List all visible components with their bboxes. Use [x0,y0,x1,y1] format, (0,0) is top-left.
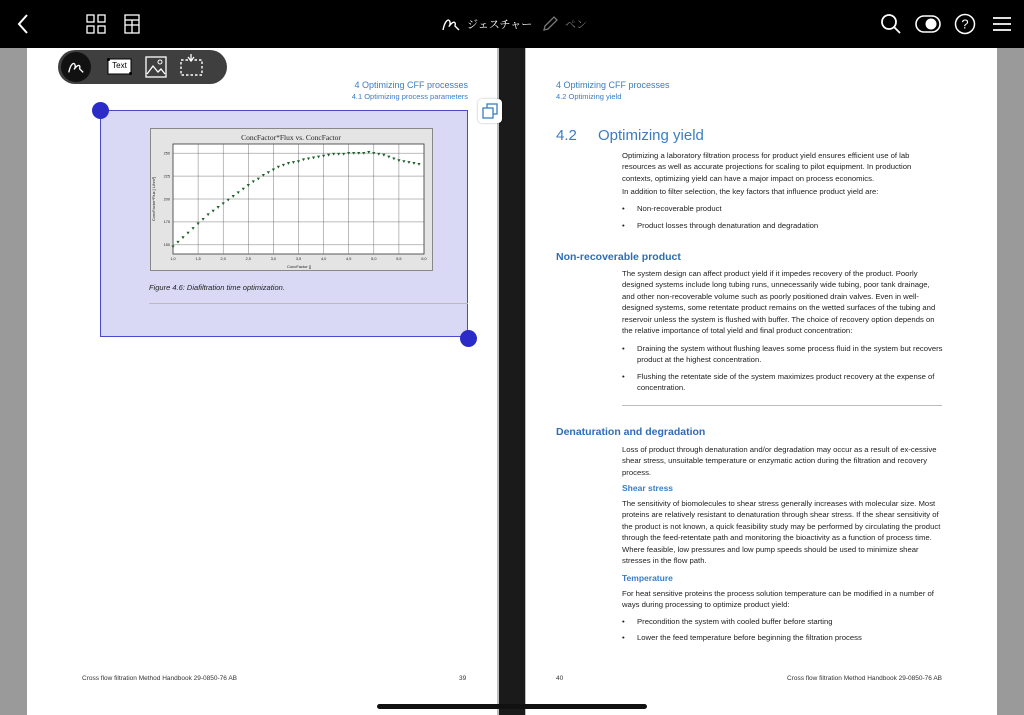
y-tick-label: 175 [163,220,170,225]
caption-divider [149,303,468,304]
page-layout-icon[interactable] [122,12,142,36]
x-tick-label: 3,5 [295,257,302,261]
section-heading-number: 4.2 [556,127,577,144]
figure-caption: Figure 4.6: Diafiltration time optimization. [149,283,285,292]
text-tool-label: Text [112,61,127,70]
selection-handle-bottom-right[interactable] [460,330,477,347]
x-tick-label: 4,5 [346,257,352,261]
page-spine [498,48,526,715]
back-chevron-icon[interactable] [12,12,34,36]
chapter-title: 4 Optimizing CFF processes [556,80,670,90]
page-edge [497,48,499,715]
lasso-select-icon [179,52,205,78]
section-heading [556,127,704,144]
right-page-number: 40 [556,675,564,682]
x-tick-label: 1,0 [170,257,176,261]
y-tick-label: 150 [163,243,170,248]
section-heading-text: Optimizing yield [598,127,704,144]
x-tick-label: 2,0 [220,257,226,261]
toggle-display-icon[interactable] [915,12,941,36]
pen-icon [541,15,559,33]
top-toolbar [0,0,1024,48]
x-tick-label: 4,0 [320,257,327,261]
left-page-number: 39 [459,675,467,682]
denaturation-paragraph: Loss of product through denaturation and/or degradation may occur as a result of ex-cessive shear stress, unsuitable temperature or enzymatic action during the filtration and recovery process. [622,445,937,477]
chapter-title: 4 Optimizing CFF processes [354,80,468,90]
list-item: • Draining the system without flushing leaves some process fluid in the system but recovers product at the highest concentration. [622,343,944,366]
list-item: • Non-recoverable product [622,203,944,214]
pen-label: ペン [565,19,587,31]
area-select-tool-button[interactable] [179,52,205,83]
copy-selection-button[interactable] [478,99,502,123]
subheading-denaturation: Denaturation and degradation [556,426,706,438]
gesture-icon [441,16,461,32]
x-tick-label: 2,5 [245,257,251,261]
freehand-tool-button[interactable] [61,52,91,82]
list-item: • Flushing the retentate side of the system maximizes product recovery at the expense of concentration. [622,371,944,394]
x-tick-label: 3,0 [270,257,277,261]
y-tick-label: 200 [163,197,170,202]
svg-text:?: ? [961,16,969,32]
list-item: • Product losses through denaturation and degradation [622,220,944,231]
menu-icon[interactable] [991,12,1013,36]
right-footer-title: Cross flow filtration Method Handbook 29-0850-76 AB [787,675,943,682]
x-tick-label: 6,0 [421,257,427,261]
right-running-header [556,79,670,103]
help-icon[interactable] [954,12,976,36]
x-tick-label: 5,0 [371,257,377,261]
home-indicator[interactable] [377,704,647,709]
y-tick-labels [164,151,170,247]
gesture-label: ジェスチャー [467,19,533,31]
thumbnail-grid-icon[interactable] [86,12,106,36]
selection-handle-top-left[interactable] [92,102,109,119]
chart-canvas [151,129,432,270]
temperature-paragraph: For heat sensitive proteins the process solution temperature can be modified in a number of ways during processing to optimize product yield: [622,589,934,610]
freehand-icon [67,59,85,75]
list-item: • Precondition the system with cooled buffer before starting [622,616,944,627]
subheading-nonrecoverable: Non-recoverable product [556,251,681,263]
nonrecoverable-paragraph: The system design can affect product yield if it impedes recovery of the product. Poorly designed systems include long tubing runs, unnecessarily wide tubing, poor tank drainage, and other non-recoverable volume such as poorly positioned drain valves. Even in well-designed systems, some retentate product remains on the wetted surfaces of the tubing and reservoir unless the system is flushed with buffer. The choice of recovery option depends on the relative importance of total yield and final product concentration: [622,269,936,336]
gesture-mode-button[interactable] [441,0,532,48]
left-footer-title: Cross flow filtration Method Handbook 29-0850-76 AB [82,675,238,682]
shear-stress-paragraph: The sensitivity of biomolecules to shear stress generally increases with molecular size. Most proteins are relatively resistant to denaturation through shear stress. If the shear sensitivity of the product is not known, a quick feasibility study may be performed by circulating the product through the feed-retentate path and monitoring the bioactivity as a function of process time. Where feasible, low pressures and low pump speeds should be used to minimize shear stresses in the flow path. [622,499,941,566]
pen-mode-button[interactable] [541,0,587,48]
section-divider [622,405,942,406]
image-tool-button[interactable] [145,56,167,83]
subheading-shear-stress: Shear stress [622,483,674,493]
chart-title: ConcFactor*Flux vs. ConcFactor [241,133,341,142]
intro-paragraph: Optimizing a laboratory filtration process for product yield ensures efficient use of lab resources as well as accurate projections for scaling to pilot equipment. In production contexts, optimizing yield can have a major impact on process economics. [622,151,912,183]
section-title: 4.1 Optimizing process parameters [351,92,468,101]
flux-chart [150,128,433,271]
copy-icon [482,103,498,119]
x-axis-label: ConcFactor [] [286,264,312,269]
text-tool-button[interactable] [107,58,132,75]
x-tick-labels [170,257,426,261]
list-item: • Lower the feed temperature before beginning the filtration process [622,632,944,643]
subheading-temperature: Temperature [622,573,673,583]
y-axis-label: ConcFactor*Flux [ L/hm²] [151,176,156,222]
search-icon[interactable] [880,12,902,36]
left-running-header [200,79,468,103]
section-title: 4.2 Optimizing yield [556,92,622,101]
x-tick-label: 1,5 [195,257,201,261]
x-tick-label: 5,5 [396,257,402,261]
y-tick-label: 250 [163,151,170,156]
intro-paragraph-2: In addition to filter selection, the key factors that influence product yield are: [622,187,879,196]
image-icon [145,56,167,78]
y-tick-label: 225 [163,174,170,179]
